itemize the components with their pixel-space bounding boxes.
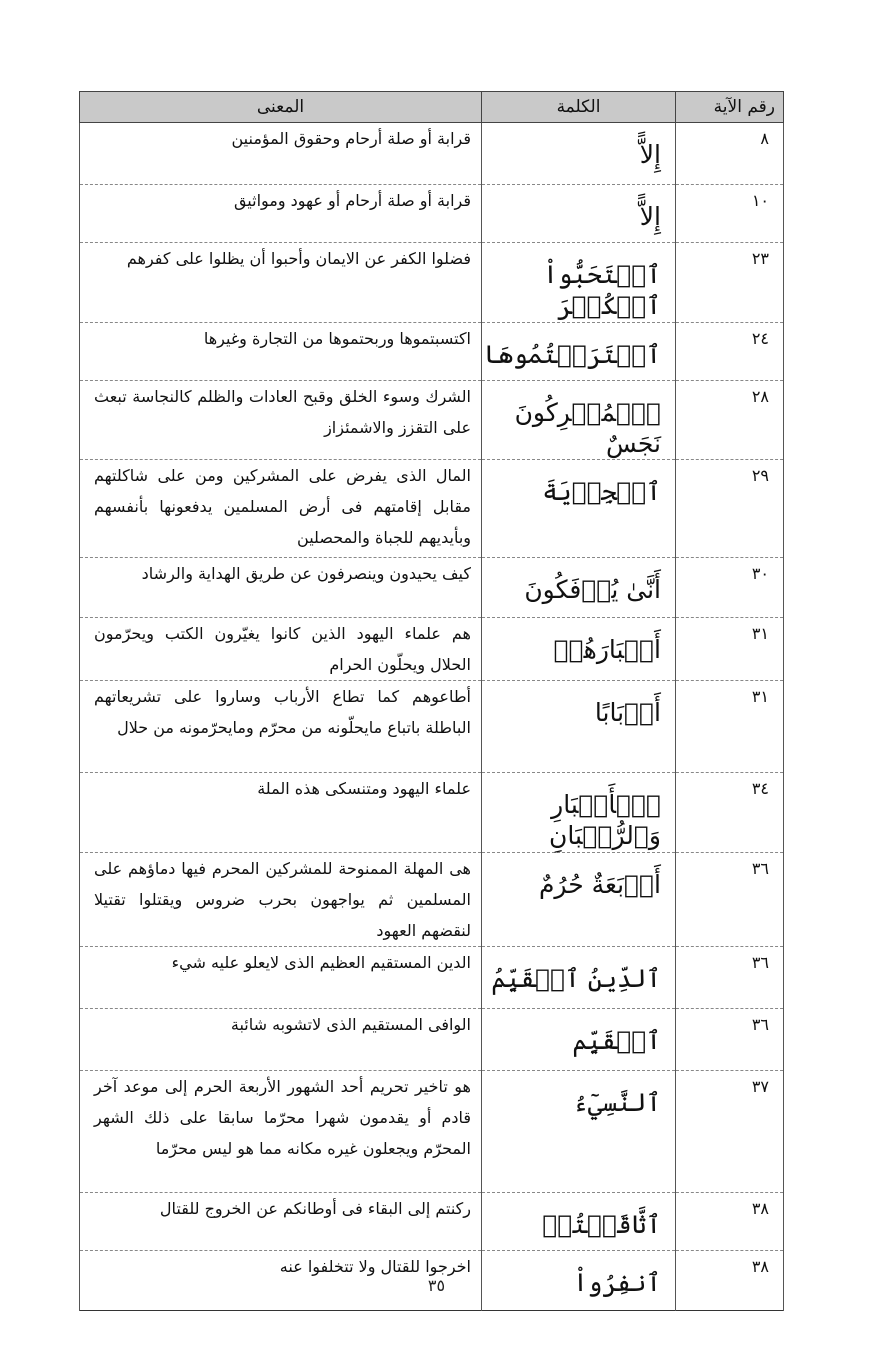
header-word: الكلمة	[482, 92, 676, 123]
word-cell: أَحۡبَارَهُمۡ	[482, 618, 676, 681]
word-cell: أَنَّىٰ يُؤۡفَكُونَ	[482, 558, 676, 618]
header-ayah-number: رقم الآية	[676, 92, 784, 123]
ayah-number-cell: ٣٦	[676, 946, 784, 1008]
table-row	[80, 185, 784, 243]
ayah-number-cell: ٢٨	[676, 380, 784, 460]
meaning-cell: الوافى المستقيم الذى لاتشوبه شائبة	[80, 1008, 482, 1070]
ayah-number-cell: ٣٤	[676, 773, 784, 853]
word-cell: ٱسۡتَحَبُّواْ ٱلۡكُفۡرَ	[482, 243, 676, 323]
meaning-cell: قرابة أو صلة أرحام وحقوق المؤمنين	[80, 123, 482, 185]
ayah-number-cell: ٨	[676, 123, 784, 185]
meaning-cell: قرابة أو صلة أرحام أو عهود ومواثيق	[80, 185, 482, 243]
table-body	[80, 123, 784, 1311]
ayah-number-cell: ٣٠	[676, 558, 784, 618]
table-row	[80, 773, 784, 853]
ayah-number-cell: ٢٤	[676, 322, 784, 380]
header-meaning: المعنى	[80, 92, 482, 123]
ayah-number-cell: ١٠	[676, 185, 784, 243]
word-cell: ٱلۡقَيِّم	[482, 1008, 676, 1070]
table-row	[80, 322, 784, 380]
ayah-number-cell: ٣٧	[676, 1070, 784, 1192]
meaning-cell: كيف يحيدون وينصرفون عن طريق الهداية والرشاد	[80, 558, 482, 618]
table-row	[80, 1008, 784, 1070]
meaning-cell: المال الذى يفرض على المشركين ومن على شاكلتهم مقابل إقامتهم فى أرض المسلمين يدفعونها بأنفسهم وبأيديهم للجباة والمحصلين	[80, 460, 482, 558]
word-cell: ٱلنَّسِيٓءُ	[482, 1070, 676, 1192]
ayah-number-cell: ٢٣	[676, 243, 784, 323]
glossary-table-container	[79, 91, 783, 1311]
table-row	[80, 681, 784, 773]
ayah-number-cell: ٣٦	[676, 852, 784, 946]
meaning-cell: هى المهلة الممنوحة للمشركين المحرم فيها دماؤهم على المسلمين ثم يواجهون بحرب ضروس ويقتلوا تقتيلا لنقضهم العهود	[80, 852, 482, 946]
ayah-number-cell: ٣٨	[676, 1250, 784, 1310]
table-row	[80, 558, 784, 618]
word-cell: ٱثَّاقَلۡتُمۡ	[482, 1192, 676, 1250]
table-row	[80, 1070, 784, 1192]
table-row	[80, 380, 784, 460]
word-cell: إِلاًّ	[482, 185, 676, 243]
meaning-cell: علماء اليهود ومتنسكى هذه الملة	[80, 773, 482, 853]
table-row	[80, 618, 784, 681]
meaning-cell: فضلوا الكفر عن الايمان وأحبوا أن يظلوا على كفرهم	[80, 243, 482, 323]
word-cell: ٱلۡأَحۡبَارِ وَٱلرُّهۡبَانِ	[482, 773, 676, 853]
word-cell: ٱلۡمُشۡرِكُونَ نَجَسٌ	[482, 380, 676, 460]
glossary-table	[79, 91, 784, 1311]
word-cell: ٱلۡجِزۡيَةَ	[482, 460, 676, 558]
meaning-cell: الشرك وسوء الخلق وقبح العادات والظلم كالنجاسة تبعث على التقزز والاشمئزاز	[80, 380, 482, 460]
table-row	[80, 852, 784, 946]
meaning-cell: هم علماء اليهود الذين كانوا يغيّرون الكتب ويحرّمون الحلال ويحلّون الحرام	[80, 618, 482, 681]
meaning-cell: أطاعوهم كما تطاع الأرباب وساروا على تشريعاتهم الباطلة باتباع مايحلّونه من محرّم ومايحرّمونه من حلال	[80, 681, 482, 773]
meaning-cell: الدين المستقيم العظيم الذى لايعلو عليه شيء	[80, 946, 482, 1008]
table-header-row	[80, 92, 784, 123]
table-row	[80, 1192, 784, 1250]
table-row	[80, 946, 784, 1008]
ayah-number-cell: ٣١	[676, 681, 784, 773]
ayah-number-cell: ٣٨	[676, 1192, 784, 1250]
ayah-number-cell: ٣٦	[676, 1008, 784, 1070]
word-cell: أَرۡبَعَةٌ حُرُمٌ	[482, 852, 676, 946]
meaning-cell: هو تاخير تحريم أحد الشهور الأربعة الحرم إلى موعد آخر قادم أو يقدمون شهرا محرّما سابقا على ذلك الشهر المحرّم ويجعلون غيره مكانه مما هو ليس محرّما	[80, 1070, 482, 1192]
word-cell: أَرۡبَابًا	[482, 681, 676, 773]
meaning-cell: اخرجوا للقتال ولا تتخلفوا عنه	[80, 1250, 482, 1310]
meaning-cell: ركنتم إلى البقاء فى أوطانكم عن الخروج للقتال	[80, 1192, 482, 1250]
meaning-cell: اكتسبتموها وربحتموها من التجارة وغيرها	[80, 322, 482, 380]
table-row	[80, 460, 784, 558]
word-cell: إِلاًّ	[482, 123, 676, 185]
page-number: ٣٥	[427, 1276, 446, 1295]
ayah-number-cell: ٢٩	[676, 460, 784, 558]
word-cell: ٱلدِّينُ ٱلۡقَيِّمُ	[482, 946, 676, 1008]
word-cell: ٱنفِرُواْ	[482, 1250, 676, 1310]
word-cell: ٱقۡتَرَفۡتُمُوهَا	[482, 322, 676, 380]
ayah-number-cell: ٣١	[676, 618, 784, 681]
table-row	[80, 123, 784, 185]
table-row	[80, 243, 784, 323]
